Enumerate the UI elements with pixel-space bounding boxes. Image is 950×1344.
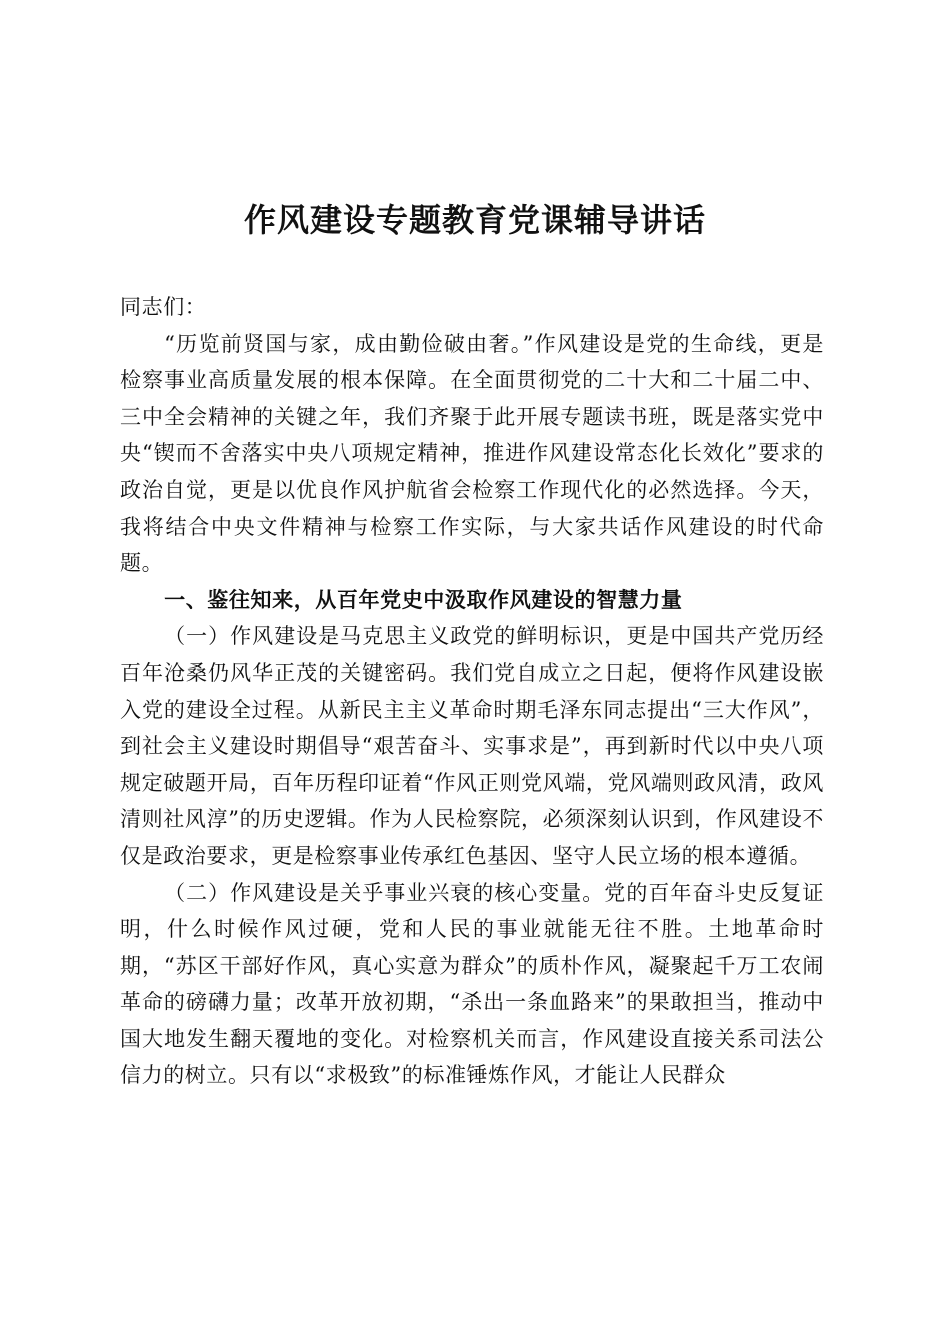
document-title: 作风建设专题教育党课辅导讲话 [243, 201, 706, 239]
paragraph-section1-part2: （二）作风建设是关乎事业兴衰的核心变量。党的百年奋斗史反复证明，什么时候作风过硬，党和人民的事业就能无往不胜。土地革命时期，“苏区干部好作风，真心实意为群众”的质朴作风，凝聚起千万工农闹革命的磅礴力量；改革开放初期，“杀出一条血路来”的果敢担当，推动中国大地发生翻天覆地的变化。对检察机关而言，作风建设直接关系司法公信力的树立。只有以“求极致”的标准锤炼作风，才能让人民群众 [120, 880, 824, 1088]
salutation: 同志们： [120, 295, 207, 319]
paragraph-intro: “历览前贤国与家，成由勤俭破由奢。”作风建设是党的生命线，更是检察事业高质量发展的根本保障。在全面贯彻党的二十大和二十届二中、三中全会精神的关键之年，我们齐聚于此开展专题读书班，既是落实党中央“锲而不舍落实中央八项规定精神，推进作风建设常态化长效化”要求的政治自觉，更是以优良作风护航省会检察工作现代化的必然选择。今天，我将结合中央文件精神与检察工作实际，与大家共话作风建设的时代命题。 [120, 331, 824, 576]
paragraph-section1-part1: （一）作风建设是马克思主义政党的鲜明标识，更是中国共产党历经百年沧桑仍风华正茂的关键密码。我们党自成立之日起，便将作风建设嵌入党的建设全过程。从新民主主义革命时期毛泽东同志提出“三大作风”，到社会主义建设时期倡导“艰苦奋斗、实事求是”，再到新时代以中央八项规定破题开局，百年历程印证着“作风正则党风端，党风端则政风清，政风清则社风淳”的历史逻辑。作为人民检察院，必须深刻认识到，作风建设不仅是政治要求，更是检察事业传承红色基因、坚守人民立场的根本遵循。 [120, 624, 824, 868]
document-body [120, 289, 824, 1094]
section-heading-1: 一、鉴往知来，从百年党史中汲取作风建设的智慧力量 [164, 587, 683, 612]
